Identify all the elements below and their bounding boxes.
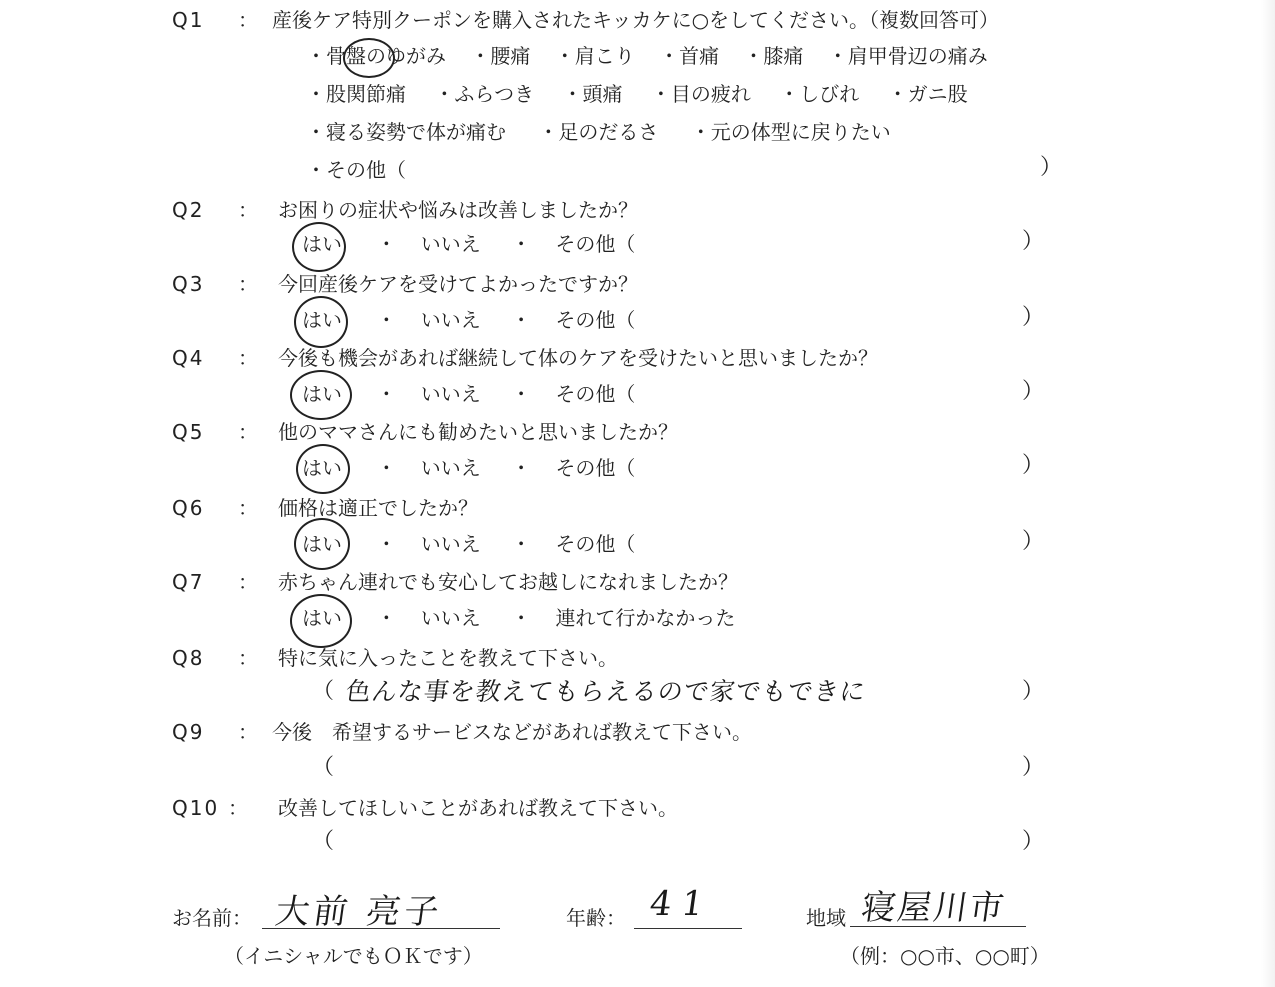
scan-edge-shadow — [1261, 0, 1275, 987]
option-numbness[interactable]: ・しびれ — [779, 82, 860, 106]
q4-close-paren: ） — [1022, 379, 1045, 404]
q9-open-paren: （ — [312, 755, 335, 780]
q1-colon: ： — [238, 8, 258, 32]
q9-close-paren: ） — [1022, 755, 1045, 780]
q1-close-paren: ） — [1040, 155, 1063, 180]
area-label: 地域 — [806, 906, 846, 930]
separator: ・ — [376, 308, 397, 332]
q2-colon: ： — [238, 198, 258, 222]
option-no[interactable]: いいえ — [420, 232, 481, 256]
age-value-handwritten[interactable]: 41 — [647, 884, 717, 924]
q3-options — [302, 308, 635, 332]
q8-open-paren: （ — [312, 679, 335, 704]
name-underline — [262, 928, 500, 929]
q7-options — [302, 606, 735, 630]
q6-colon: ： — [238, 496, 258, 520]
option-other[interactable]: その他（ — [555, 232, 636, 256]
option-other[interactable]: ・その他（ — [306, 158, 406, 182]
separator: ・ — [511, 532, 532, 556]
q10-open-paren: （ — [312, 829, 335, 854]
answer-circle-q6 — [294, 518, 350, 570]
q6-number: Q6 — [172, 496, 205, 520]
q2-number: Q2 — [172, 198, 205, 222]
q8-close-paren: ） — [1022, 679, 1045, 704]
option-pelvis[interactable]: ・骨盤のゆがみ — [306, 44, 446, 68]
q8-colon: ： — [238, 646, 258, 670]
option-scapula-pain[interactable]: ・肩甲骨辺の痛み — [827, 44, 988, 68]
q6-question: 価格は適正でしたか？ — [278, 496, 478, 520]
separator: ・ — [511, 382, 532, 406]
option-other[interactable]: その他（ — [555, 308, 636, 332]
separator: ・ — [376, 382, 397, 406]
area-underline — [850, 926, 1026, 927]
q1-options-row2 — [306, 82, 968, 106]
q7-colon: ： — [238, 570, 258, 594]
q7-question: 赤ちゃん連れでも安心してお越しになれましたか？ — [278, 570, 738, 594]
q6-options — [302, 532, 635, 556]
q5-question: 他のママさんにも勧めたいと思いましたか？ — [278, 420, 678, 444]
answer-circle-q1 — [343, 38, 395, 78]
option-no[interactable]: いいえ — [420, 532, 481, 556]
area-value-handwritten[interactable]: 寝屋川市 — [858, 888, 1009, 928]
option-back-pain[interactable]: ・腰痛 — [470, 44, 531, 68]
option-no[interactable]: いいえ — [420, 606, 481, 630]
option-yes[interactable]: はい — [302, 532, 342, 556]
option-eye-strain[interactable]: ・目の疲れ — [650, 82, 751, 106]
q5-close-paren: ） — [1022, 453, 1045, 478]
q3-question: 今回産後ケアを受けてよかったですか？ — [278, 272, 638, 296]
q5-colon: ： — [238, 420, 258, 444]
q2-options — [302, 232, 635, 256]
q9-colon: ： — [238, 720, 258, 744]
separator: ・ — [376, 456, 397, 480]
q1-question: 産後ケア特別クーポンを購入されたキッカケに○をしてください。（複数回答可） — [272, 8, 1000, 32]
area-note: （例：○○市、○○町） — [840, 944, 1050, 968]
q3-colon: ： — [238, 272, 258, 296]
option-yes[interactable]: はい — [302, 606, 342, 630]
q4-colon: ： — [238, 346, 258, 370]
answer-circle-q5 — [296, 444, 350, 494]
option-did-not-bring[interactable]: 連れて行かなかった — [555, 606, 736, 630]
separator: ・ — [511, 308, 532, 332]
option-yes[interactable]: はい — [302, 382, 342, 406]
q5-options — [302, 456, 635, 480]
option-no[interactable]: いいえ — [420, 382, 481, 406]
option-yes[interactable]: はい — [302, 308, 342, 332]
option-bowlegs[interactable]: ・ガニ股 — [887, 82, 968, 106]
q9-question: 今後 希望するサービスなどがあれば教えて下さい。 — [272, 720, 752, 744]
option-dizziness[interactable]: ・ふらつき — [434, 82, 535, 106]
q1-number: Q1 — [172, 8, 205, 32]
q10-number: Q10 — [172, 796, 220, 820]
q1-options-row1 — [306, 44, 988, 68]
option-no[interactable]: いいえ — [420, 456, 481, 480]
option-sleep-pain[interactable]: ・寝る姿勢で体が痛む — [306, 120, 506, 144]
option-other[interactable]: その他（ — [555, 532, 636, 556]
answer-circle-q4 — [290, 370, 352, 420]
option-yes[interactable]: はい — [302, 232, 342, 256]
name-value-handwritten[interactable]: 大前 亮子 — [272, 892, 446, 932]
q10-question: 改善してほしいことがあれば教えて下さい。 — [278, 796, 678, 820]
separator: ・ — [376, 532, 397, 556]
option-yes[interactable]: はい — [302, 456, 342, 480]
separator: ・ — [511, 232, 532, 256]
answer-circle-q2 — [292, 222, 346, 272]
q4-options — [302, 382, 635, 406]
option-other[interactable]: その他（ — [555, 456, 636, 480]
separator: ・ — [376, 232, 397, 256]
q8-number: Q8 — [172, 646, 205, 670]
option-body-shape[interactable]: ・元の体型に戻りたい — [690, 120, 891, 144]
option-hip-joint[interactable]: ・股関節痛 — [306, 82, 406, 106]
q2-close-paren: ） — [1022, 229, 1045, 254]
q6-close-paren: ） — [1022, 529, 1045, 554]
option-knee-pain[interactable]: ・膝痛 — [743, 44, 804, 68]
q8-answer-handwritten[interactable]: 色んな事を教えてもらえるので家でもできに — [343, 677, 868, 706]
option-other[interactable]: その他（ — [555, 382, 636, 406]
q4-number: Q4 — [172, 346, 205, 370]
q10-close-paren: ） — [1022, 829, 1045, 854]
option-stiff-shoulder[interactable]: ・肩こり — [554, 44, 635, 68]
separator: ・ — [376, 606, 397, 630]
q5-number: Q5 — [172, 420, 205, 444]
q2-question: お困りの症状や悩みは改善しましたか？ — [278, 198, 638, 222]
age-underline — [634, 928, 742, 929]
option-no[interactable]: いいえ — [420, 308, 481, 332]
option-neck-pain[interactable]: ・首痛 — [659, 44, 720, 68]
age-label: 年齢： — [566, 906, 626, 930]
q8-question: 特に気に入ったことを教えて下さい。 — [278, 646, 618, 670]
q3-number: Q3 — [172, 272, 205, 296]
option-leg-fatigue[interactable]: ・足のだるさ — [538, 120, 659, 144]
option-headache[interactable]: ・頭痛 — [562, 82, 623, 106]
q10-colon: ： — [228, 796, 248, 820]
q7-number: Q7 — [172, 570, 205, 594]
name-label: お名前： — [172, 906, 252, 930]
name-note: （イニシャルでもＯＫです） — [224, 944, 483, 968]
separator: ・ — [511, 456, 532, 480]
answer-circle-q7 — [290, 594, 352, 648]
answer-circle-q3 — [294, 296, 348, 348]
separator: ・ — [511, 606, 532, 630]
q9-number: Q9 — [172, 720, 205, 744]
q3-close-paren: ） — [1022, 305, 1045, 330]
q4-question: 今後も機会があれば継続して体のケアを受けたいと思いましたか？ — [278, 346, 878, 370]
q1-options-row3 — [306, 120, 891, 144]
